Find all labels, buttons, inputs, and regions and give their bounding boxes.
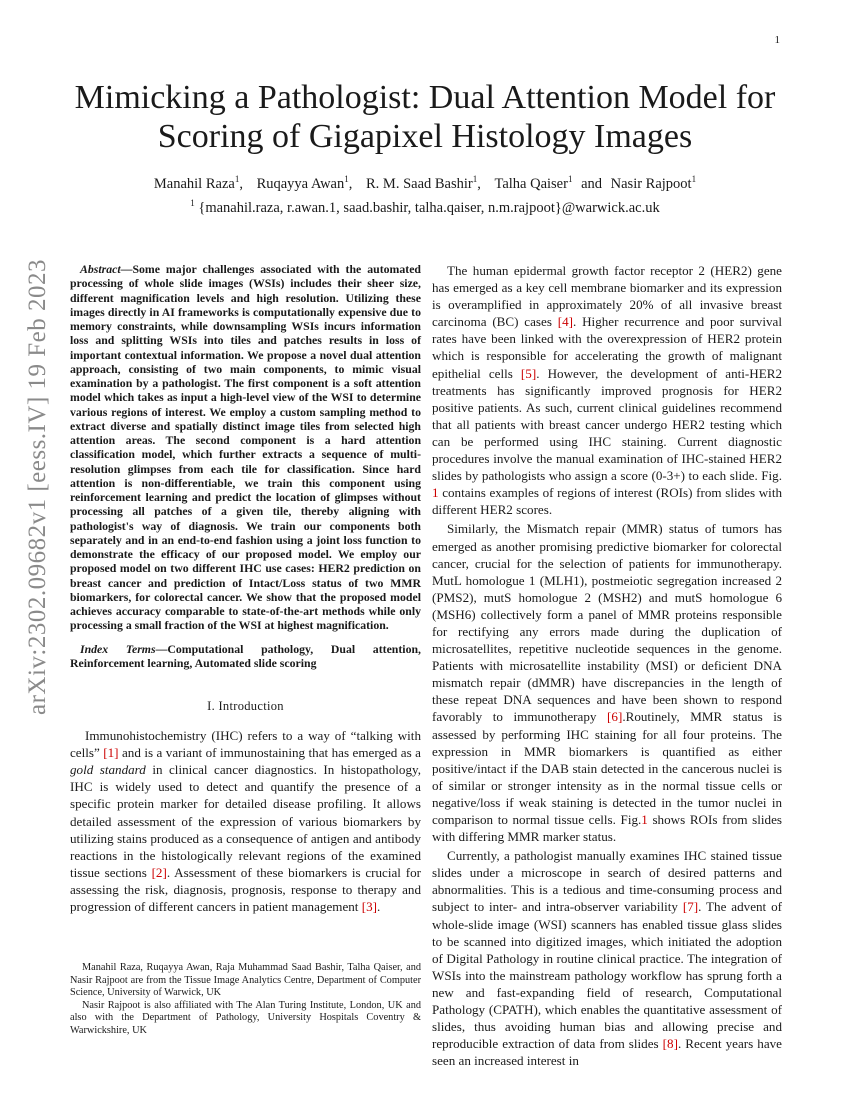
affiliation-mark: 1: [190, 197, 195, 208]
citation-link[interactable]: [3]: [361, 899, 377, 915]
figure-link[interactable]: 1: [432, 485, 439, 501]
index-terms-text: —Computational pathology, Dual attention, Reinforcement learning, Automated slide scoring: [70, 641, 421, 670]
figure-link[interactable]: 1: [641, 812, 648, 827]
author: Talha Qaiser$^1$: [494, 174, 573, 192]
abstract: [70, 262, 421, 633]
body-paragraph: Similarly, the Mismatch repair (MMR) status of tumors has emerged as another promising predictive biomarker for colorectal cancer, crucial for the selection of patients for immunotherapy. MutL homologue 1 (MLH1), postmeiotic segregation increased 2 (PMS2), mutS homologue 2 (MSH2) and mutS homologue 6 (MSH6) collectively form a panel of MMR proteins responsible for rectifying any errors made during the duplication of microsatellites, repetitive nucleotide sequences in the genome. Patients with microsatellite instability (MSI) or deficient DNA mismatch repair (dMMR) have discrepancies in the length of these repeat DNA sequences and have been shown to respond favorably to immunotherapy [6].Routinely, MMR status is assessed by performing IHC staining for all four proteins. The expression in MMR biomarkers is quantified as either positive/intact if the DAB stain detected in the cancerous nuclei is of similar or stronger intensity as in the normal tissue cells or negative/loss if weak staining is detected in the tumor nuclei in comparison to normal tissue cells. Fig.1 shows ROIs from slides with differing MMR marker status.: [432, 521, 782, 845]
index-terms-label: Index Terms: [80, 641, 156, 656]
index-terms: [70, 642, 421, 671]
abstract-label: Abstract: [80, 262, 121, 276]
body-paragraph: The human epidermal growth factor receptor 2 (HER2) gene has emerged as a key cell membrane biomarker and its expression is overamplified in approximately 20% of all invasive breast carcinoma (BC) cases [4]. Higher recurrence and poor survival rates have been linked with the overexpression of HER2 protein which is responsible for accelerating the growth of malignant epithelial cells [5]. However, the development of anti-HER2 treatments has significantly improved prognosis for HER2 positive patients. As such, current clinical guidelines recommend that all patients with breast cancer undergo HER2 testing which can be performed using IHC staining. Current diagnostic procedures involve the manual examination of IHC-stained HER2 slides by pathologists who assign a score (0-3+) to each slide. Fig. 1 contains examples of regions of interest (ROIs) from slides with different HER2 scores.: [432, 263, 782, 518]
footnote: Nasir Rajpoot is also affiliated with The Alan Turing Institute, London, UK and also with the Department of Pathology, University Hospitals Coventry & Warwickshire, UK: [70, 999, 421, 1036]
title-line-1: Mimicking a Pathologist: Dual Attention Model for: [74, 79, 776, 116]
body-paragraph: Currently, a pathologist manually examines IHC stained tissue slides under a microscope in search of desired patterns and abnormalities. This is a tedious and time-consuming process and subject to inter- and intra-observer variability [7]. The advent of whole-slide image (WSI) scanners has enabled tissue glass slides to be scanned into digitized images, which initiated the adoption of Digital Pathology in routine clinical practice. The integration of WSIs into the mainstream pathology workflow has sprung forth a new and fast-expanding field of research, Computational Pathology (CPATH), which enables the quantitative assessment of slides, thus avoiding human bias and allowing precise and reproducible extraction of data from slides [8]. Recent years have seen an increased interest in: [432, 848, 782, 1069]
authors-and: and: [581, 175, 603, 192]
arxiv-identifier: arXiv:2302.09682v1 [eess.IV] 19 Feb 2023: [24, 258, 51, 716]
arxiv-stamp: [18, 258, 58, 716]
author-emails: [60, 194, 790, 218]
author: R. M. Saad Bashir$^1$,: [366, 174, 481, 192]
footnotes: [70, 962, 421, 1038]
title-line-2: Scoring of Gigapixel Histology Images: [157, 118, 693, 155]
abstract-text: —Some major challenges associated with the automated processing of whole slide images (WSIs) includes their sheer size, different magnification levels and high resolution. Utilizing these images directly in AI frameworks is computationally expensive due to memory constraints, while downsampling WSIs incurs information loss and splitting WSIs into tiles and patches results in loss of important contextual information. We propose a novel dual attention approach, consisting of two main components, to mimic visual examination by a pathologist. The first component is a soft attention model which takes as input a high-level view of the WSI to determine various regions of interest. We employ a custom sampling method to extract diverse and spatially distinct image tiles from selected high attention areas. The second component is a hard attention classification model, which further extracts a sequence of multi-resolution glimpses from each tile for classification. Since hard attention is non-differentiable, we train this component using reinforcement learning and predict the location of glimpses without processing all patches of a given tile, thereby aligning with pathologist's way of diagnosis. We train our components both separately and in an end-to-end fashion using a joint loss function to demonstrate the efficacy of our proposed model. We employ our proposed model on two different IHC use cases: HER2 prediction on breast cancer and prediction of Intact/Loss status of two MMR biomarkers, for colorectal cancer. We show that the proposed model achieves accuracy comparable to state-of-the-art methods while only processing a small fraction of the WSI at highest magnification.: [70, 262, 421, 633]
citation-link[interactable]: [5]: [520, 365, 537, 381]
author: Manahil Raza$^1$,: [153, 174, 243, 192]
citation-link[interactable]: [2]: [151, 864, 167, 880]
paper-title: [60, 78, 790, 156]
footnote: Manahil Raza, Ruqayya Awan, Raja Muhammad Saad Bashir, Talha Qaiser, and Nasir Rajpoot are from the Tissue Image Analytics Centre, Department of Computer Science, University of Warwick, UK: [70, 962, 421, 999]
author: Nasir Rajpoot$^1$: [610, 174, 697, 192]
right-column: [432, 262, 782, 1069]
citation-link[interactable]: [4]: [557, 314, 574, 330]
page-number: 1: [774, 34, 780, 46]
author: Ruqayya Awan$^1$,: [256, 174, 353, 192]
section-heading: I. Introduction: [207, 699, 284, 713]
author-list: [60, 170, 790, 194]
citation-link[interactable]: [8]: [662, 1036, 678, 1052]
citation-link[interactable]: [7]: [682, 899, 699, 915]
author-block: [60, 170, 790, 218]
citation-link[interactable]: [6]: [607, 709, 623, 725]
email-list: {manahil.raza, r.awan.1, saad.bashir, talha.qaiser, n.m.rajpoot}@warwick.ac.uk: [198, 199, 660, 216]
intro-paragraph: Immunohistochemistry (IHC) refers to a way of “talking with cells” [1] and is a variant of immunostaining that has emerged as a gold standard in clinical cancer diagnostics. In histopathology, IHC is widely used to detect and quantify the presence of a specific protein marker for detailed disease profiling. It allows detailed assessment of the expression of various biomarkers by utilizing stains produced as a consequence of antigen and antibody reactions in the histologically relevant regions of the examined tissue sections [2]. Assessment of these biomarkers is crucial for assessing the risk, diagnosis, prognosis, response to therapy and progression of different cancers in patient management [3].: [70, 728, 421, 915]
left-column: [70, 262, 421, 915]
citation-link[interactable]: [1]: [103, 745, 119, 761]
